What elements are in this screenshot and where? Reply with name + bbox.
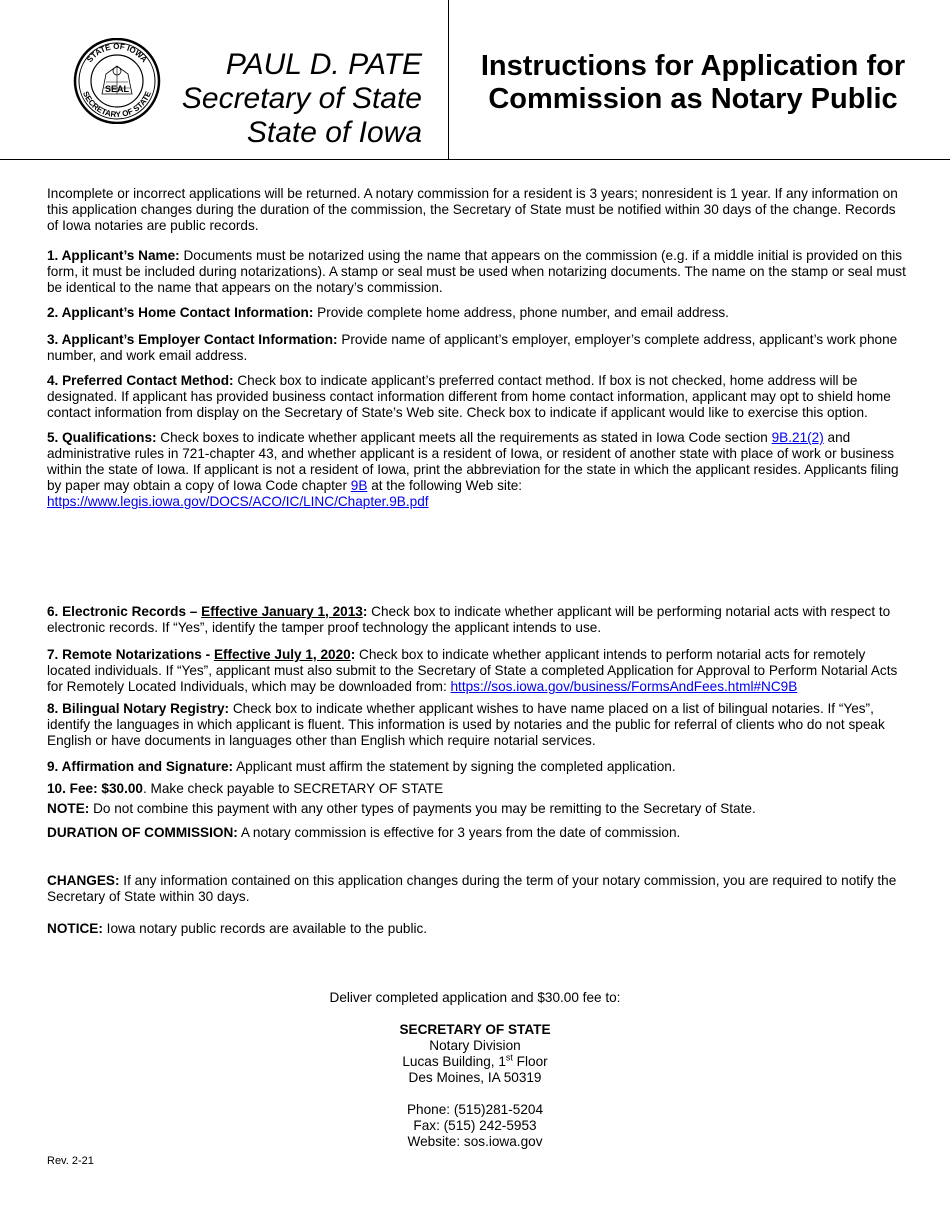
item-preferred-contact [47,373,907,421]
item-affirmation [47,759,907,775]
item-label: 1. Applicant’s Name: [47,248,180,263]
item-label: 8. Bilingual Notary Registry: [47,701,230,716]
address-building: Lucas Building, 1st Floor [402,1052,548,1069]
effective-date: Effective July 1, 2020 [213,647,351,662]
item-text: Check boxes to indicate whether applicant meets all the requirements as stated in Iowa Code section [156,430,772,445]
mailing-address [250,990,700,1150]
item-text: Documents must be notarized using the name that appears on the commission (e.g. if a middle initial is provided on this form, it must be included during notarizations). A stamp or seal must be used when notarizing documents. The name on the stamp or seal must be identical to the name that appears on the notary’s commission. [47,248,906,295]
item-text: Provide complete home address, phone number, and email address. [313,305,729,320]
secretary-name: PAUL D. PATE [225,48,422,81]
effective-date: Effective January 1, 2013 [201,604,363,619]
item-applicant-name [47,248,907,296]
iowa-code-9b-link[interactable]: 9B [350,478,368,493]
item-text: and administrative rules in 721-chapter 43, and whether applicant is a resident of Iowa, or resident of another state with place of work or business within the state of Iowa. If applicant is not a resident of Iowa, print the abbreviation for the state in which the applicant resides. Applicants filing by paper may obtain a copy of Iowa Code chapter [47,430,899,493]
item-label: 10. Fee: $30.00 [47,781,143,796]
item-electronic-records [47,604,907,636]
changes-text: If any information contained on this application changes during the term of your notary commission, you are required to notify the Secretary of State within 30 days. [47,873,897,904]
page-title [458,50,928,116]
item-text: Check box to indicate applicant’s preferred contact method. If box is not checked, home address will be designated. If applicant has provided business contact information different from home contact information, applicant may opt to shield home contact information from display on the Secretary of State’s Web site. Check box to indicate if applicant would like to exercise this option. [47,373,891,420]
item-fee [47,781,907,797]
item-text: Check box to indicate whether applicant will be performing notarial acts with respect to electronic records. If “Yes”, identify the tamper proof technology the applicant intends to use. [47,604,891,635]
instructions-body [47,186,907,937]
item-text: Provide name of applicant’s employer, employer’s complete address, applicant’s work phone number, and work email address. [47,332,898,363]
item-label: 4. Preferred Contact Method: [47,373,234,388]
address-org: SECRETARY OF STATE [399,1022,551,1037]
remote-application-link[interactable]: https://sos.iowa.gov/business/FormsAndFees.html#NC9B [450,679,798,694]
secretary-role: Secretary of State [181,82,422,115]
note-text: Do not combine this payment with any other types of payments you may be remitting to the Secretary of State. [89,801,756,816]
svg-text:SEAL: SEAL [104,84,130,94]
state-name: State of Iowa [246,116,422,149]
item-employer-contact [47,332,907,364]
address-division: Notary Division [429,1038,521,1053]
item-text: Check box to indicate whether applicant intends to perform notarial acts for remotely located individuals. If “Yes”, applicant must also submit to the Secretary of State a completed Application for Approval to Perform Notarial Acts for Remotely Located Individuals, which may be downloaded from: [47,647,898,694]
notice-label: NOTICE: [47,921,103,936]
header-divider-vertical [448,0,449,160]
svg-text:STATE OF IOWA: STATE OF IOWA [85,41,149,65]
changes-label: CHANGES: [47,873,120,888]
item-label: 6. Electronic Records – [47,604,202,619]
page-header [0,0,950,160]
notice-paragraph [47,921,907,937]
secretary-name-block [182,48,422,150]
item-label: 5. Qualifications: [47,430,157,445]
item-home-contact [47,305,907,321]
address-fax: Fax: (515) 242-5953 [413,1118,537,1133]
note-label: NOTE: [47,801,90,816]
note-paragraph [47,801,907,817]
item-colon: : [350,647,356,662]
item-remote-notarizations [47,647,907,695]
intro-paragraph: Incomplete or incorrect applications will be returned. A notary commission for a resident is 3 years; nonresident is 1 year. If any information on this application changes during the duration of the commission, the Secretary of State must be notified within 30 days of the change. Records of Iowa notaries are public records. [47,186,898,233]
address-phone: Phone: (515)281-5204 [406,1102,544,1117]
duration-label: DURATION OF COMMISSION: [47,825,238,840]
item-label: 9. Affirmation and Signature: [47,759,234,774]
item-text: at the following Web site: [367,478,523,493]
item-label: 2. Applicant’s Home Contact Information: [47,305,314,320]
item-colon: : [362,604,368,619]
address-city: Des Moines, IA 50319 [408,1070,542,1085]
item-bilingual-registry [47,701,907,749]
iowa-code-9b-21-link[interactable]: 9B.21(2) [771,430,824,445]
item-text: Applicant must affirm the statement by signing the completed application. [233,759,676,774]
item-label: 3. Applicant’s Employer Contact Information: [47,332,338,347]
item-text: Check box to indicate whether applicant wishes to have name placed on a list of bilingual notaries. If “Yes”, identify the languages in which applicant is fluent. This information is used by notaries and the public for referral of clients who do not speak English or have documents in languages other than English which require notarial services. [47,701,885,748]
header-divider-horizontal [0,159,950,160]
notice-text: Iowa notary public records are available to the public. [102,921,428,936]
title-line-2: Commission as Notary Public [488,83,898,115]
changes-paragraph [47,873,907,905]
revision-label: Rev. 2-21 [47,1155,94,1167]
title-line-1: Instructions for Application for [480,50,906,82]
item-label: 7. Remote Notarizations - [47,647,214,662]
deliver-line: Deliver completed application and $30.00 fee to: [329,990,621,1005]
state-seal-icon [68,38,166,124]
duration-text: A notary commission is effective for 3 years from the date of commission. [237,825,681,840]
item-text: . Make check payable to SECRETARY OF STATE [142,781,444,796]
address-website: Website: sos.iowa.gov [407,1134,543,1149]
legis-chapter-link[interactable]: https://www.legis.iowa.gov/DOCS/ACO/IC/LINC/Chapter.9B.pdf [47,494,429,509]
duration-paragraph [47,825,907,841]
svg-text:SECRETARY OF STATE: SECRETARY OF STATE [81,90,153,120]
item-qualifications [47,430,907,510]
